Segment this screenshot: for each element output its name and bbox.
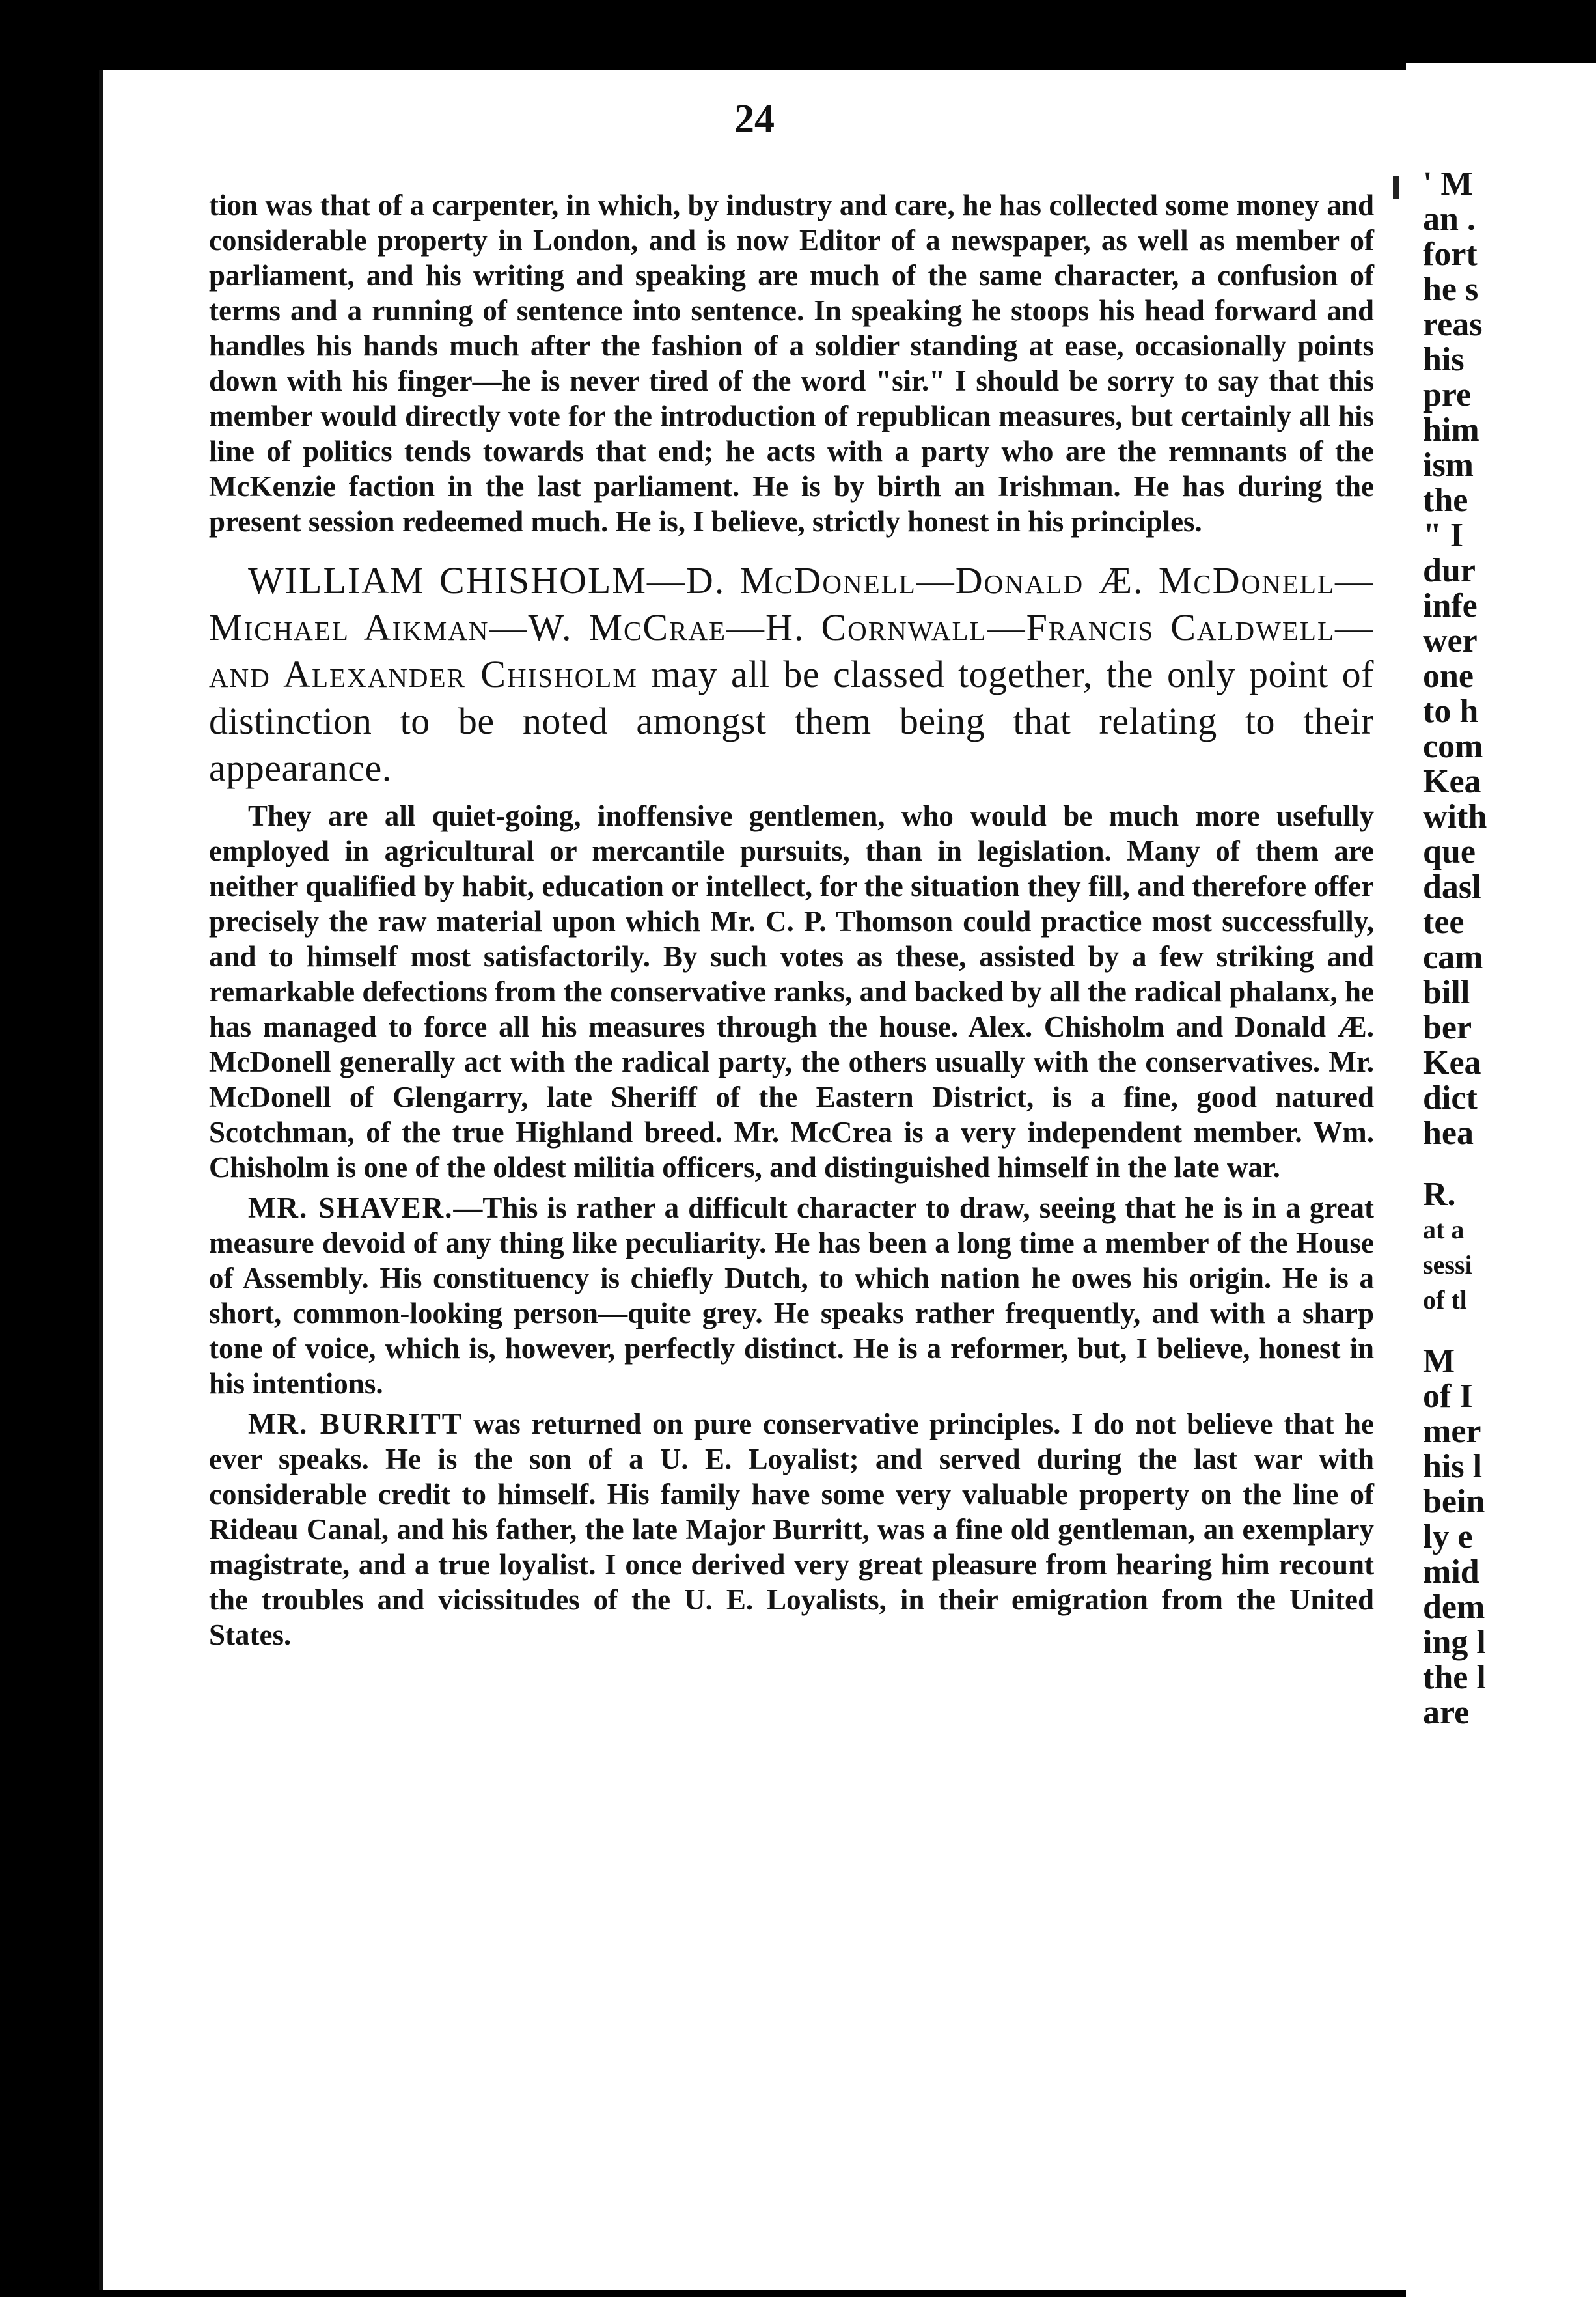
right-page-line: mid: [1423, 1553, 1479, 1591]
group-description: may all be classed together, the only point of distinction to be noted amongst them being that relating to their appearance.: [209, 653, 1374, 789]
member-names: WILLIAM CHISHOLM—D. McDonell—Donald Æ. McDonell—Michael Aikman—W. McCrae—H. Cornwall—Francis Caldwell—and Alexander Chisholm: [209, 559, 1374, 695]
right-page-line: the: [1423, 482, 1468, 519]
left-page: [99, 70, 1406, 2290]
text-column: [209, 188, 1374, 1652]
right-page-line: R.: [1423, 1176, 1456, 1213]
paragraph-quiet-gentlemen: They are all quiet-going, inoffensive gentlemen, who would be much more usefully employed in agricultural or mercantile pursuits, than in legislation. Many of them are neither qualified by habit, education or intellect, for the situation they fill, and therefore offer precisely the raw material upon which Mr. C. P. Thomson could practice most successfully, and to himself most satisfactorily. By such votes as these, assisted by a few striking and remarkable defections from the conservative ranks, and backed by all the radical phalanx, he has managed to force all his measures through the house. Alex. Chisholm and Donald Æ. McDonell generally act with the radical party, the others usually with the conservatives. Mr. McDonell of Glengarry, late Sheriff of the Eastern District, is a fine, good natured Scotchman, of the true Highland breed. Mr. McCrea is a very independent member. Wm. Chisholm is one of the oldest militia officers, and distinguished himself in the late war.: [209, 800, 1374, 1184]
right-page-line: que: [1423, 833, 1476, 870]
right-page-line: reas: [1423, 306, 1483, 343]
right-page-line: " I: [1423, 517, 1464, 554]
right-page-line: ' M: [1423, 165, 1473, 202]
right-page-line: fort: [1423, 236, 1478, 273]
right-page-line: are: [1423, 1694, 1470, 1731]
right-page-line: wer: [1423, 622, 1478, 660]
right-page-line: cam: [1423, 939, 1483, 976]
right-page-line: of I: [1423, 1378, 1473, 1415]
right-page-line: him: [1423, 411, 1479, 449]
right-page-line: sessi: [1423, 1250, 1472, 1279]
right-page-line: infe: [1423, 587, 1478, 624]
paragraph-shaver: [209, 1190, 1374, 1401]
burritt-text: was returned on pure conservative principles. I do not believe that he ever speaks. He is the son of a U. E. Loyalist; and served during the last war with considerable credit to himself. His family have some very valuable property on the line of Rideau Canal, and his father, the late Major Burritt, was a fine old gentleman, an exemplary magistrate, and a true loyalist. I once derived very great pleasure from hearing him recount the troubles and vicissitudes of the U. E. Loyalists, in their emigration from the United States.: [209, 1408, 1374, 1651]
right-page-line: with: [1423, 798, 1487, 835]
gutter-mark: [1393, 176, 1399, 199]
right-page-line: dict: [1423, 1079, 1478, 1117]
right-page-line: an .: [1423, 201, 1476, 238]
right-page-line: mer: [1423, 1413, 1481, 1450]
right-page-line: the l: [1423, 1659, 1486, 1696]
shaver-text: —This is rather a difficult character to draw, seeing that he is in a great measure devoid of any thing like peculiarity. He has been a long time a member of the House of Assembly. His constituency is chiefly Dutch, to which nation he owes his origin. He is a short, common-looking person—quite grey. He speaks rather frequently, and with a sharp tone of voice, which is, however, perfectly distinct. He is a reformer, but, I believe, honest in his intentions.: [209, 1191, 1374, 1400]
right-page-line: dem: [1423, 1589, 1485, 1626]
right-page-line: pre: [1423, 376, 1472, 413]
right-page-line: dur: [1423, 552, 1476, 589]
right-page-line: hea: [1423, 1115, 1474, 1152]
paragraph-carpenter-member: tion was that of a carpenter, in which, by industry and care, he has collected some money and considerable property in London, and is now Editor of a newspaper, as well as member of parliament, and his writing and speaking are much of the same character, a confusion of terms and a running of sentence into sentence. In speaking he stoops his head forward and handles his hands much after the fashion of a soldier standing at ease, occasionally points down with his finger—he is never tired of the word "sir." I should be sorry to say that this member would directly vote for the introduction of republican measures, but certainly all his line of politics tends towards that end; he acts with a party who are the remnants of the McKenzie faction in the last parliament. He is by birth an Irishman. He has during the present session redeemed much. He is, I believe, strictly honest in his principles.: [209, 189, 1374, 538]
right-page-line: ber: [1423, 1009, 1472, 1046]
right-page-line: tee: [1423, 904, 1465, 941]
shaver-heading: MR. SHAVER.: [248, 1191, 454, 1224]
right-page-line: to h: [1423, 693, 1479, 730]
right-page-line: dasl: [1423, 869, 1481, 906]
right-page-edge: [1406, 63, 1596, 2297]
page-number: 24: [734, 97, 775, 141]
right-page-line: ly e: [1423, 1518, 1473, 1555]
right-page-line: Kea: [1423, 763, 1481, 800]
right-page-line: of tl: [1423, 1285, 1467, 1315]
right-page-line: bein: [1423, 1483, 1485, 1520]
right-page-line: bill: [1423, 974, 1470, 1011]
right-page-line: at a: [1423, 1215, 1465, 1244]
right-page-line: com: [1423, 728, 1483, 765]
paragraph-burritt: [209, 1406, 1374, 1652]
right-page-line: his: [1423, 341, 1465, 378]
right-page-line: his l: [1423, 1448, 1483, 1485]
right-page-text: [1423, 167, 1487, 1731]
right-page-line: ism: [1423, 447, 1474, 484]
right-page-line: M: [1423, 1343, 1455, 1380]
right-page-line: he s: [1423, 271, 1479, 308]
right-page-line: ing l: [1423, 1624, 1486, 1661]
right-page-line: Kea: [1423, 1044, 1481, 1081]
right-page-line: one: [1423, 658, 1474, 695]
burritt-heading: MR. BURRITT: [248, 1408, 463, 1440]
paragraph-chisholm-group: [209, 557, 1374, 792]
